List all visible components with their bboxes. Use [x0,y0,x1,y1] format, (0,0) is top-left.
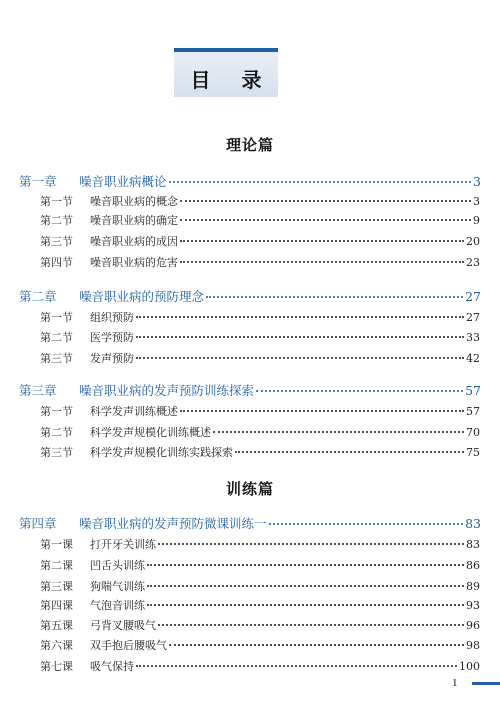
page-number: 1 [452,677,458,689]
section-label: 第一节 [40,311,73,324]
chapter-label: 第四章 [19,516,57,531]
dot-leader [147,585,464,587]
section-label: 第六课 [40,639,73,652]
toc-section-3-3[interactable] [40,444,480,460]
toc-section-1-4[interactable] [40,254,480,270]
section-title: 双手抱后腰吸气 [90,639,167,652]
toc-section-2-2[interactable] [40,329,480,345]
section-label: 第七课 [40,660,73,673]
toc-chapter-4[interactable] [19,514,481,532]
dot-leader [180,200,471,202]
section-page: 23 [466,256,480,269]
toc-lesson-4-3[interactable] [40,578,480,594]
dot-leader [136,665,457,667]
section-title: 发声预防 [90,352,134,365]
section-page: 83 [466,538,480,551]
section-label: 第三节 [40,352,73,365]
page-number-bar [472,682,500,685]
section-label: 第三节 [40,235,73,248]
dot-leader [235,451,464,453]
section-label: 第二课 [40,559,73,572]
toc-chapter-3[interactable] [19,381,481,399]
dot-leader [169,181,472,183]
dot-leader [180,219,471,221]
dot-leader [180,261,464,263]
toc-title: 目 录 [190,68,274,92]
chapter-title: 噪音职业病的发声预防训练探索 [79,383,255,398]
section-page: 98 [466,639,480,652]
chapter-title: 噪音职业病的发声预防微课训练一 [79,516,267,531]
toc-chapter-2[interactable] [19,287,481,305]
chapter-page: 83 [465,516,481,531]
section-label: 第一课 [40,538,73,551]
part-title-theory: 理论篇 [225,136,274,154]
section-label: 第一节 [40,405,73,418]
toc-section-1-1[interactable] [40,193,480,209]
section-label: 第二节 [40,426,73,439]
dot-leader [269,523,464,525]
section-page: 20 [466,235,480,248]
section-title: 吸气保持 [90,660,134,673]
section-title: 噪音职业病的确定 [90,214,178,227]
section-label: 第三课 [40,580,73,593]
section-page: 33 [466,331,480,344]
section-label: 第四课 [40,599,73,612]
toc-lesson-4-4[interactable] [40,597,480,613]
toc-chapter-1[interactable] [19,172,481,190]
dot-leader [147,604,464,606]
dot-leader [180,240,464,242]
dot-leader [136,336,464,338]
chapter-label: 第一章 [19,174,57,189]
dot-leader [136,357,464,359]
section-page: 89 [466,580,480,593]
part-title-training: 训练篇 [225,480,274,498]
toc-section-1-3[interactable] [40,233,480,249]
toc-header [174,48,278,97]
section-page: 57 [466,405,480,418]
chapter-title: 噪音职业病的预防理念 [79,289,205,304]
section-label: 第二节 [40,331,73,344]
toc-section-3-1[interactable] [40,403,480,419]
section-page: 93 [466,599,480,612]
toc-lesson-4-2[interactable] [40,557,480,573]
section-title: 打开牙关训练 [90,538,156,551]
chapter-title: 噪音职业病概论 [79,174,167,189]
toc-section-2-3[interactable] [40,350,480,366]
dot-leader [213,431,464,433]
section-page: 100 [459,660,480,673]
toc-section-3-2[interactable] [40,424,480,440]
dot-leader [147,564,464,566]
section-page: 3 [473,195,480,208]
dot-leader [206,296,463,298]
section-title: 科学发声规模化训练概述 [90,426,211,439]
section-label: 第五课 [40,619,73,632]
section-label: 第一节 [40,195,73,208]
dot-leader [158,624,464,626]
section-label: 第四节 [40,256,73,269]
section-page: 42 [466,352,480,365]
chapter-page: 27 [465,289,481,304]
dot-leader [169,644,464,646]
chapter-page: 57 [465,383,481,398]
section-page: 27 [466,311,480,324]
section-title: 组织预防 [90,311,134,324]
section-title: 噪音职业病的成因 [90,235,178,248]
chapter-label: 第三章 [19,383,57,398]
toc-lesson-4-7[interactable] [40,658,480,674]
toc-lesson-4-6[interactable] [40,637,480,653]
section-title: 噪音职业病的概念 [90,195,178,208]
dot-leader [256,390,463,392]
toc-lesson-4-5[interactable] [40,617,480,633]
section-page: 70 [466,426,480,439]
section-label: 第三节 [40,446,73,459]
section-title: 弓背叉腰吸气 [90,619,156,632]
section-page: 9 [473,214,480,227]
dot-leader [180,410,464,412]
toc-section-2-1[interactable] [40,309,480,325]
dot-leader [136,316,464,318]
dot-leader [158,543,464,545]
chapter-page: 3 [473,174,481,189]
toc-section-1-2[interactable] [40,212,480,228]
section-page: 96 [466,619,480,632]
section-title: 气泡音训练 [90,599,145,612]
section-title: 狗喘气训练 [90,580,145,593]
section-title: 科学发声规模化训练实践探索 [90,446,233,459]
section-title: 凹舌头训练 [90,559,145,572]
chapter-label: 第二章 [19,289,57,304]
section-title: 医学预防 [90,331,134,344]
section-page: 86 [466,559,480,572]
section-page: 75 [466,446,480,459]
toc-lesson-4-1[interactable] [40,536,480,552]
section-title: 噪音职业病的危害 [90,256,178,269]
section-title: 科学发声训练概述 [90,405,178,418]
section-label: 第二节 [40,214,73,227]
